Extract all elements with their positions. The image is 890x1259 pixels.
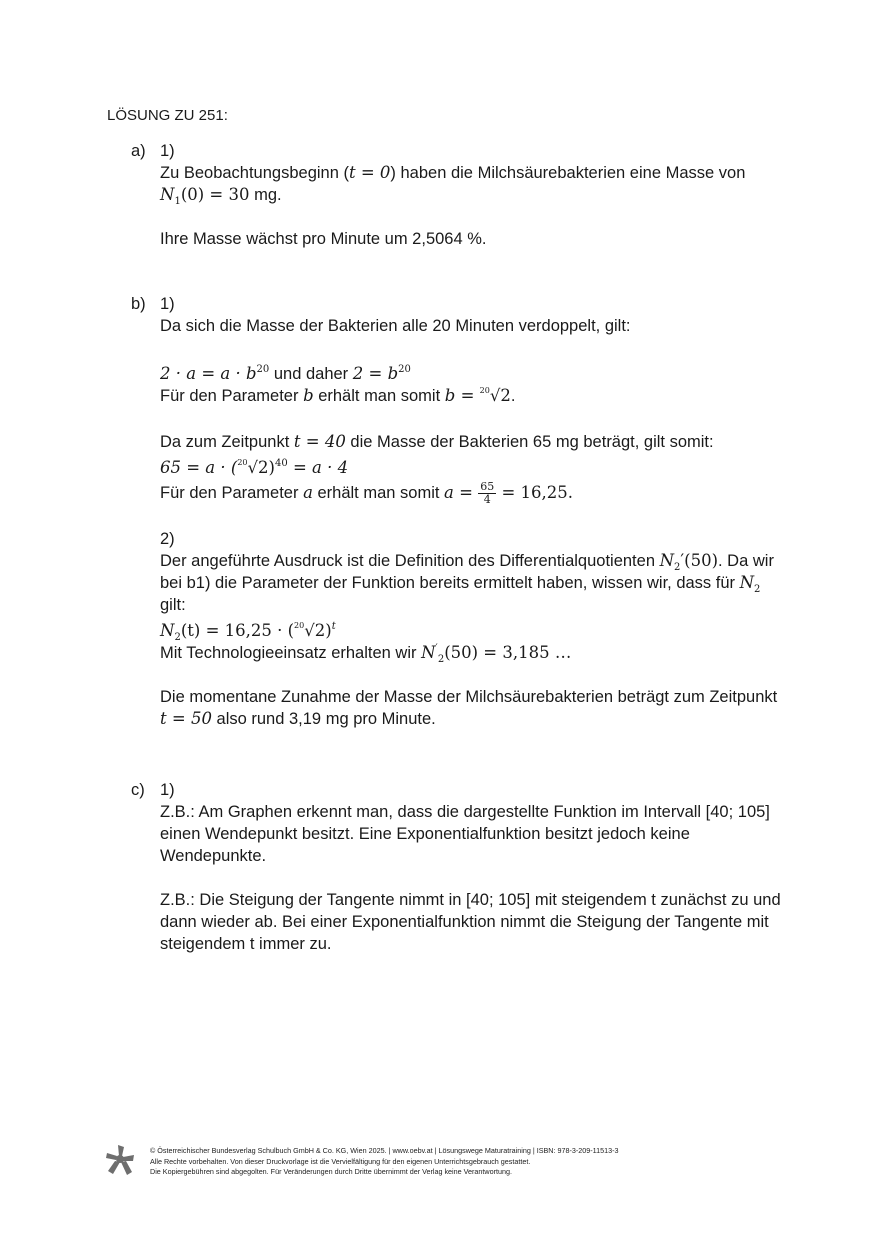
text-line: Die momentane Zunahme der Masse der Milchsäurebakterien beträgt zum Zeitpunkt — [160, 688, 778, 706]
text-line: Z.B.: Die Steigung der Tangente nimmt in [40; 105] mit steigendem t zunächst zu und — [160, 891, 781, 909]
fraction: $\frac{65}{4}$ — [480, 480, 495, 506]
part-label: 1) — [160, 781, 175, 799]
text-line: Zu Beobachtungsbeginn (t = 0) haben die Milchsäurebakterien eine Masse von — [160, 163, 746, 182]
nth-root: $^{20}$√2 — [237, 458, 269, 477]
nth-root: $^{20}$√2 — [479, 386, 511, 405]
section-a-label: a) — [131, 142, 146, 160]
section-c-body — [160, 779, 800, 955]
section-b-body — [160, 293, 800, 730]
page-title: LÖSUNG ZU 251: — [107, 107, 228, 124]
equation: $N_2(t) = 16,25 \cdot (^{20}√2)^t$ — [160, 621, 336, 643]
text-line: Da sich die Masse der Bakterien alle 20 Minuten verdoppelt, gilt: — [160, 317, 631, 335]
section-b-label: b) — [131, 295, 146, 313]
footer — [105, 1144, 805, 1184]
text-line: Für den Parameter a erhält man somit a = $\frac{65}{4}$ = 16,25. — [160, 480, 573, 506]
text-line: Mit Technologieeinsatz erhalten wir $N'_2(50) = 3,185$ … — [160, 643, 572, 665]
equation: $2 \cdot a = a \cdot b^{20}$ und daher $2 = b^{20}$ — [160, 364, 411, 383]
text-line: einen Wendepunkt besitzt. Eine Exponentialfunktion besitzt jedoch keine — [160, 825, 690, 843]
text-line: Wendepunkte. — [160, 847, 267, 865]
footer-line: Die Kopiergebühren sind abgegolten. Für Veränderungen durch Dritte übernimmt der Verlag keine Verantwortung. — [150, 1167, 512, 1176]
text-line: dann wieder ab. Bei einer Exponentialfunktion nimmt die Steigung der Tangente mit — [160, 913, 769, 931]
section-a-body — [160, 140, 800, 250]
text-line: Der angeführte Ausdruck ist die Definition des Differentialquotienten $N_2'(50)$. Da wir — [160, 551, 774, 573]
part-label: 2) — [160, 530, 175, 548]
text-line: gilt: — [160, 596, 186, 614]
text-line: t = 50 also rund 3,19 mg pro Minute. — [160, 709, 436, 728]
publisher-logo-icon — [105, 1144, 135, 1176]
part-label: 1) — [160, 142, 175, 160]
text-line: Da zum Zeitpunkt t = 40 die Masse der Bakterien 65 mg beträgt, gilt somit: — [160, 432, 714, 451]
nth-root: $^{20}$√2 — [294, 621, 326, 640]
footer-line: © Österreichischer Bundesverlag Schulbuch GmbH & Co. KG, Wien 2025. | www.oebv.at | Lösungswege Maturatraining | ISBN: 978-3-209-11513-3 — [150, 1146, 619, 1155]
part-label: 1) — [160, 295, 175, 313]
text-line: steigendem t immer zu. — [160, 935, 332, 953]
text-line: Für den Parameter b erhält man somit b = $^{20}$√2. — [160, 386, 516, 405]
footer-text — [150, 1146, 618, 1178]
section-c-label: c) — [131, 781, 145, 799]
text-line: $N_1(0) = 30$ mg. — [160, 185, 282, 207]
text-line: Ihre Masse wächst pro Minute um 2,5064 %. — [160, 230, 487, 248]
text-line: bei b1) die Parameter der Funktion bereits ermittelt haben, wissen wir, dass für $N_2$ — [160, 573, 761, 595]
footer-line: Alle Rechte vorbehalten. Von dieser Druckvorlage ist die Vervielfältigung für den eigenen Unterrichtsgebrauch gestattet. — [150, 1156, 531, 1166]
text-line: Z.B.: Am Graphen erkennt man, dass die dargestellte Funktion im Intervall [40; 105] — [160, 803, 770, 821]
equation: $65 = a \cdot (^{20}√2)^{40} = a \cdot 4$ — [160, 458, 349, 477]
